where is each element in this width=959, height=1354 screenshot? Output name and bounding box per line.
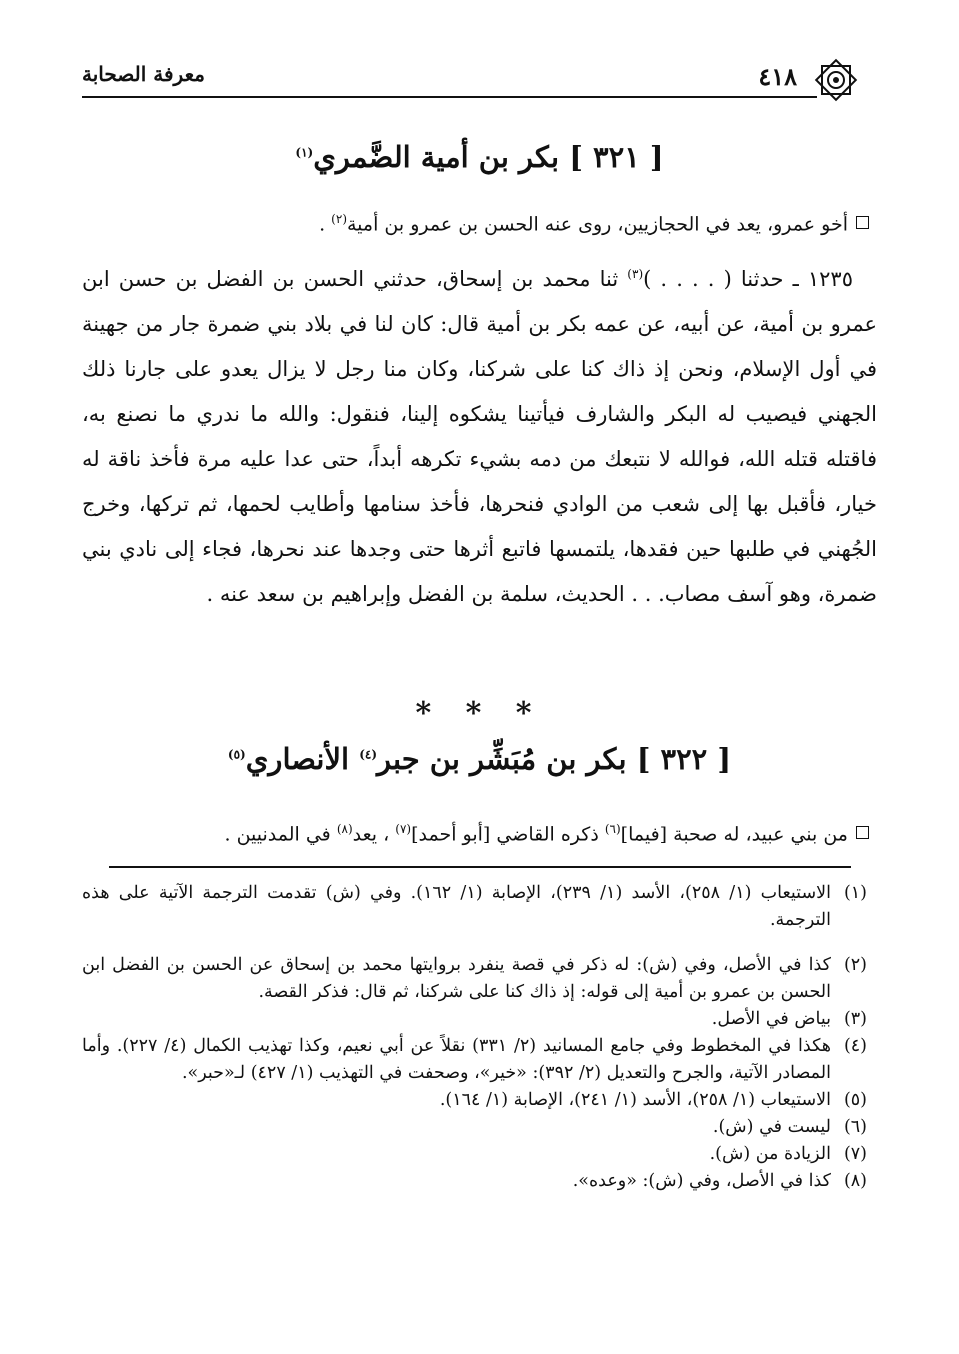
- footnote-ref-5: (٥): [227, 747, 246, 762]
- entry-322-intro-b: ذكره القاضي [أبو أحمد]: [411, 823, 605, 846]
- footnote-3: [82, 1006, 867, 1033]
- entry-322-intro-a: من بني عبيد، له صحبة [فيما]: [620, 823, 848, 846]
- footnote-2: [82, 952, 867, 1006]
- running-title: معرفة الصحابة: [82, 62, 205, 86]
- footnote-text: الاستيعاب (١/ ٢٥٨)، الأسد (١/ ٢٣٩)، الإصابة (١/ ١٦٢). وفي (ش) تقدمت الترجمة الآتية على هذه الترجمة.: [82, 883, 831, 930]
- footnote-ref-7: (٧): [395, 822, 412, 836]
- entry-321-intro-end: .: [319, 213, 332, 236]
- footnote-text: كذا في الأصل، وفي (ش): له ذكر في قصة ينفرد بروايتها محمد بن إسحاق عن الحسن بن الفضل ابن الحسن بن عمرو بن أمية إلى قوله: إذ ذاك كنا على شركنا، ثم قال: فذكر القصة.: [82, 955, 831, 1002]
- entry-322-title: [82, 742, 877, 776]
- footnote-rule: [109, 866, 851, 868]
- entry-321-intro-text: أخو عمرو، يعد في الحجازيين، روى عنه الحسن بن عمرو بن أمية: [347, 213, 848, 236]
- footnote-8: [82, 1168, 867, 1195]
- entry-321-intro: [82, 204, 869, 239]
- footnote-ref-1: (١): [295, 145, 314, 160]
- footnote-number: (٨): [843, 1171, 867, 1191]
- footnote-number: (٤): [843, 1036, 867, 1056]
- footnote-number: (١): [843, 883, 867, 903]
- footnote-text: الزيادة من (ش).: [709, 1144, 831, 1164]
- footnote-number: (٧): [843, 1144, 867, 1164]
- footnote-ref-2: (٢): [331, 212, 347, 226]
- footnote-number: (٣): [843, 1009, 867, 1029]
- entry-322-intro-d: في المدنيين .: [224, 823, 337, 846]
- square-bullet-icon: [856, 216, 869, 229]
- footnote-text: كذا في الأصل، وفي (ش): «وعده».: [572, 1171, 831, 1191]
- hadith-1235-body: ثنا محمد بن إسحاق، حدثني الحسن بن الفضل بن حسن ابن عمرو بن أمية، عن أبيه، عن عمه بكر بن أمية قال: كان لنا في بلاد بني ضمرة جار من جهينة في أول الإسلام، ونحن إذ ذاك كنا على شركنا، وكان منا رجل لا يزال يعدو على جارنا ذلك الجهني فيصيب له البكر والشارف فيأتينا يشكوه إلينا، فنقول: والله ما ندري ما نصنع به، فاقتله قتله الله، فوالله لا نتبعك من دمه بشيء تكرهه أبداً، حتى عدا عليه مرة فأخذ ناقة له خيار، فأقبل بها إلى شعب من الوادي فنحرها، فأخذ سنامها وأطايب لحمها، ثم تركها، وخرج الجُهني في طلبها حين فقدها، يلتمسها فاتبع أثرها حتى وجدها عند نحرها، فجاء إلى نادي بني ضمرة، وهو آسف مصاب. . . الحديث، سلمة بن الفضل وإبراهيم بن سعد عنه .: [82, 267, 877, 606]
- page-number: ٤١٨: [758, 62, 797, 91]
- footnote-number: (٥): [843, 1090, 867, 1110]
- footnote-number: (٦): [843, 1117, 867, 1137]
- footnotes: [82, 880, 867, 1195]
- footnote-number: (٢): [843, 955, 867, 975]
- footnote-text: ليست في (ش).: [712, 1117, 831, 1137]
- footnote-6: [82, 1114, 867, 1141]
- footnote-text: الاستيعاب (١/ ٢٥٨)، الأسد (١/ ٢٤١)، الإصابة (١/ ١٦٤).: [439, 1090, 831, 1110]
- square-bullet-icon: [856, 826, 869, 839]
- hadith-1235: [82, 252, 877, 617]
- footnote-ref-6: (٦): [604, 822, 621, 836]
- entry-321-title-text: [ ٣٢١ ] بكر بن أمية الضَّمري: [313, 140, 664, 174]
- header-rule: [82, 96, 817, 98]
- footnote-text: بياض في الأصل.: [711, 1009, 831, 1029]
- footnote-ref-4: (٤): [359, 747, 378, 762]
- footnote-ref-8: (٨): [336, 822, 353, 836]
- ornament-star-icon: [811, 55, 861, 105]
- footnote-ref-3: (٣): [627, 267, 644, 281]
- entry-322-title-a: [ ٣٢٢ ] بكر بن مُبَشِّر بن جبر: [377, 742, 732, 776]
- entry-321-title: [82, 140, 877, 174]
- entry-322-title-b: الأنصاري: [245, 742, 360, 776]
- entry-322-intro: [82, 814, 869, 849]
- footnote-7: [82, 1141, 867, 1168]
- footnote-4: [82, 1033, 867, 1087]
- hadith-1235-start: ١٢٣٥ ـ حدثنا ( . . . . ): [643, 267, 853, 291]
- section-separator: * * *: [415, 696, 544, 731]
- footnote-1: [82, 880, 867, 934]
- footnote-5: [82, 1087, 867, 1114]
- entry-322-intro-c: ، يعد: [352, 823, 396, 846]
- footnote-text: هكذا في المخطوط وفي جامع المسانيد (٢/ ٣٣١) نقلاً عن أبي نعيم، وكذا تهذيب الكمال (٤/ ٢٢٧). وأما المصادر الآتية، والجرح والتعديل (٢/ ٣٩٢): «خير»، وصحفت في التهذيب (١/ ٤٢٧) لـ«حبر».: [82, 1036, 831, 1083]
